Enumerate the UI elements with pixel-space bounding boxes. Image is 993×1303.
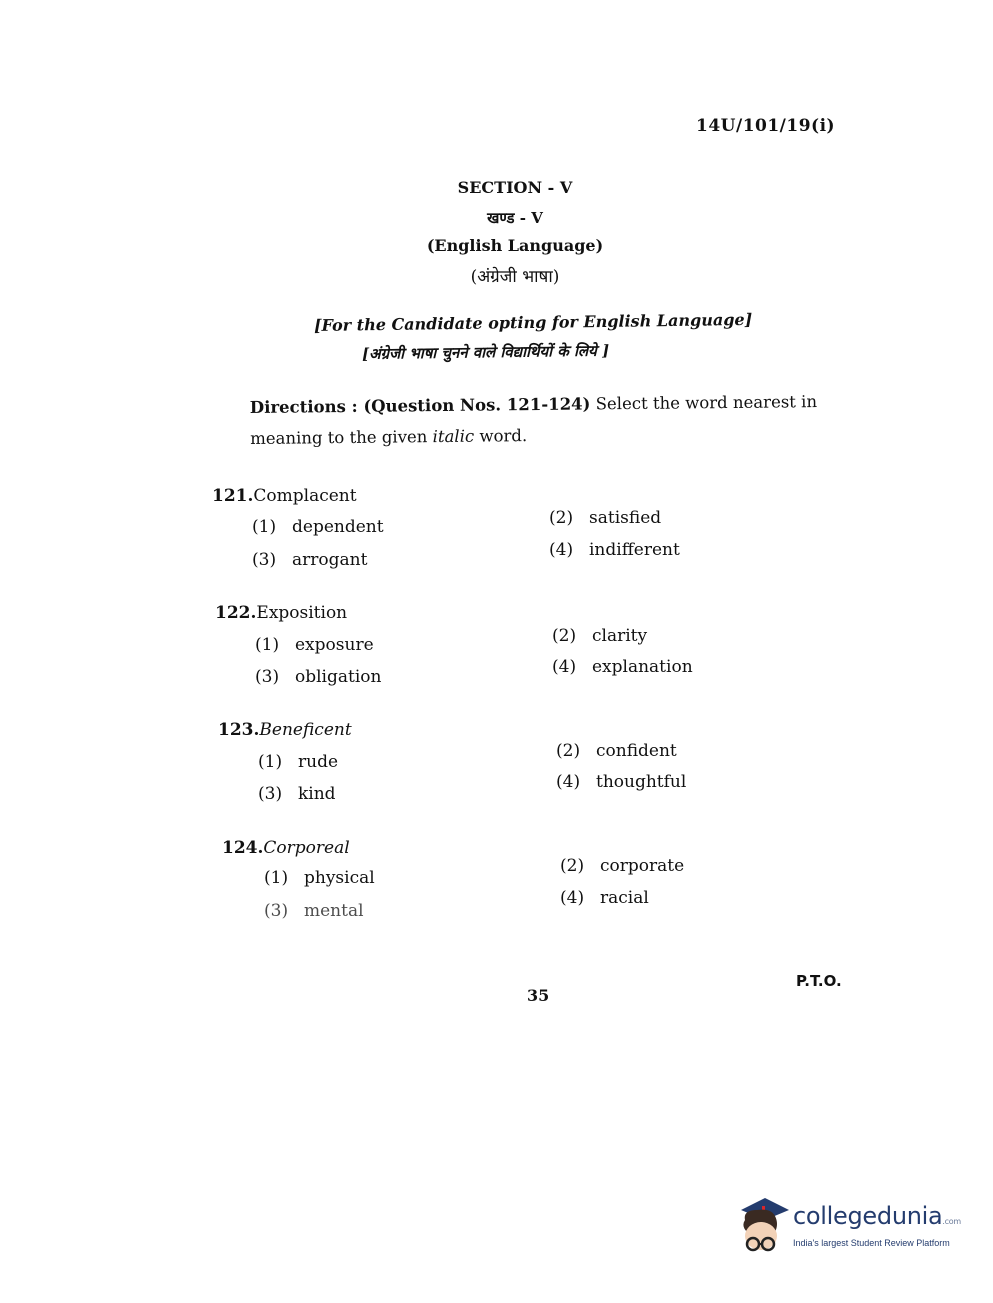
- option-number: (3): [255, 667, 280, 687]
- option-text: kind: [298, 784, 336, 804]
- question-number: 122.: [215, 603, 257, 623]
- question-124: [222, 838, 350, 858]
- option-121-2: [549, 508, 661, 528]
- option-text: corporate: [600, 856, 685, 876]
- question-122: [215, 603, 347, 623]
- option-number: (2): [560, 856, 585, 876]
- page-number: 35: [527, 986, 550, 1005]
- question-word: Beneficent: [259, 720, 352, 740]
- option-121-3: [252, 550, 367, 570]
- candidate-instruction: [For the Candidate opting for English Language]: [313, 309, 753, 335]
- directions-label: Directions : (Question Nos. 121-124): [249, 394, 591, 418]
- option-number: (4): [556, 772, 581, 792]
- option-number: (3): [258, 784, 283, 804]
- option-text: racial: [600, 888, 649, 908]
- option-122-2: [552, 626, 647, 646]
- option-text: confident: [596, 741, 677, 761]
- option-number: (2): [556, 741, 581, 761]
- option-number: (1): [252, 517, 277, 537]
- pto-label: P.T.O.: [796, 972, 842, 990]
- option-122-1: [255, 635, 374, 655]
- collegedunia-logo: [735, 1196, 965, 1260]
- option-123-1: [258, 752, 338, 772]
- option-text: explanation: [592, 657, 693, 677]
- section-title-hindi: खण्ड - V: [487, 209, 543, 227]
- option-number: (3): [252, 550, 277, 570]
- logo-tagline: India's largest Student Review Platform: [793, 1238, 950, 1248]
- language-heading-hindi: (अंग्रेजी भाषा): [470, 267, 560, 287]
- option-number: (1): [258, 752, 283, 772]
- option-text: exposure: [295, 635, 374, 655]
- option-124-4: [560, 888, 649, 908]
- option-123-3: [258, 784, 336, 804]
- directions-text-end: word.: [479, 426, 528, 446]
- option-number: (1): [264, 868, 289, 888]
- option-number: (3): [264, 901, 289, 921]
- option-123-4: [556, 772, 686, 792]
- language-heading: (English Language): [426, 236, 604, 255]
- option-text: rude: [298, 752, 339, 772]
- option-number: (4): [549, 540, 574, 560]
- question-word: Exposition: [256, 603, 348, 623]
- option-123-2: [556, 741, 677, 761]
- option-122-3: [255, 667, 381, 687]
- option-121-1: [252, 517, 384, 537]
- logo-wordmark: collegedunia.com: [793, 1202, 961, 1230]
- option-121-4: [549, 540, 680, 560]
- option-number: (2): [552, 626, 577, 646]
- question-number: 121.: [212, 486, 254, 506]
- option-text: obligation: [295, 667, 382, 687]
- question-123: [218, 720, 352, 740]
- paper-code: 14U/101/19(i): [696, 116, 836, 136]
- section-title: SECTION - V: [457, 178, 573, 197]
- option-text: satisfied: [589, 508, 662, 528]
- question-121: [212, 486, 357, 506]
- option-text: mental: [304, 901, 364, 921]
- directions-text: Select the word nearest in meaning to the given: [250, 392, 818, 448]
- option-text: thoughtful: [596, 772, 687, 792]
- option-122-4: [552, 657, 693, 677]
- option-text: arrogant: [292, 550, 368, 570]
- candidate-instruction-hindi: [अंग्रेजी भाषा चुनने वाले विद्यार्थियों के लिये ]: [361, 341, 610, 363]
- directions-italic-word: italic: [432, 426, 475, 447]
- question-word: Complacent: [253, 486, 357, 506]
- mascot-icon: [735, 1196, 791, 1260]
- option-number: (4): [552, 657, 577, 677]
- question-number: 123.: [218, 720, 260, 740]
- option-text: physical: [304, 868, 375, 888]
- option-124-3: [264, 901, 364, 921]
- directions: [250, 386, 851, 454]
- option-124-1: [264, 868, 375, 888]
- option-text: clarity: [592, 626, 648, 646]
- question-number: 124.: [222, 838, 264, 858]
- question-word: Corporeal: [263, 838, 350, 858]
- option-number: (4): [560, 888, 585, 908]
- option-number: (2): [549, 508, 574, 528]
- option-124-2: [560, 856, 684, 876]
- option-text: dependent: [292, 517, 384, 537]
- option-number: (1): [255, 635, 280, 655]
- option-text: indifferent: [589, 540, 680, 560]
